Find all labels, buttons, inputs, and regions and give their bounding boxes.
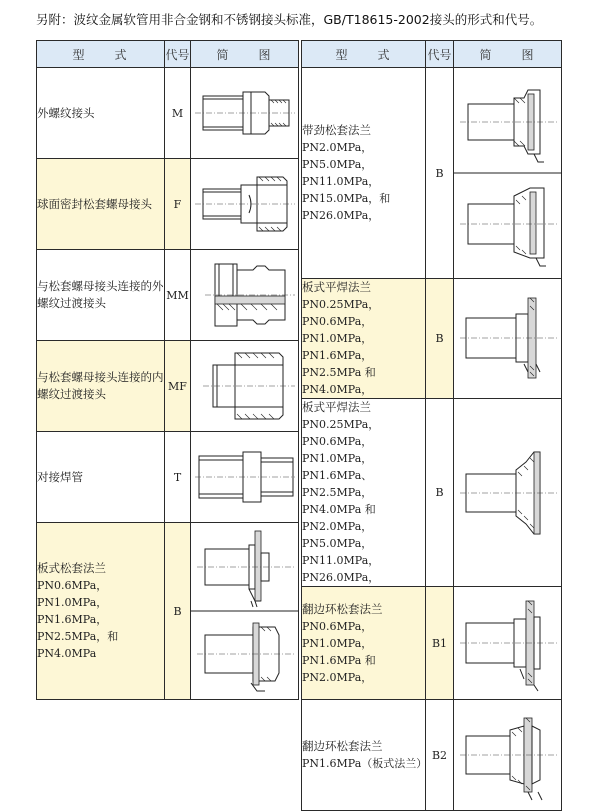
table-row [37, 68, 299, 159]
neck-loose-flange-drawing [454, 68, 562, 279]
joint-code: MF [165, 341, 191, 432]
joint-code: B1 [426, 587, 454, 700]
joint-type-name [302, 68, 426, 279]
joint-type-name: 对接焊管 [37, 432, 165, 523]
joint-code: MM [165, 250, 191, 341]
table-row [37, 250, 299, 341]
lap-joint-flange-drawing [454, 587, 562, 700]
joint-type-name: 外螺纹接头 [37, 68, 165, 159]
joint-type-name: 与松套螺母接头连接的外螺纹过渡接头 [37, 250, 165, 341]
joint-code: B [426, 68, 454, 279]
spherical-seal-nut-joint-drawing [191, 159, 299, 250]
table-row [302, 587, 562, 700]
table-row [37, 523, 299, 700]
col-header-code: 代号 [426, 41, 454, 68]
joint-type-title: 板式平焊法兰 [302, 400, 371, 414]
pressure-ratings: PN0.25MPa，PN0.6MPa，PN1.0MPa，PN1.6MPa、PN2.5MPa，PN4.0MPa 和 PN2.0MPa，PN5.0MPa，PN11.0MPa，PN26.0MPa， [302, 418, 380, 584]
joint-table-right [301, 40, 562, 811]
joint-table-left [36, 40, 299, 700]
neck-weld-flange-drawing [454, 399, 562, 587]
joint-code: B [426, 399, 454, 587]
joint-type-name [302, 587, 426, 700]
joint-code: B [165, 523, 191, 700]
table-row [37, 159, 299, 250]
col-header-type: 型 式 [302, 41, 426, 68]
table-row [37, 432, 299, 523]
joint-type-name [302, 279, 426, 399]
table-row [302, 279, 562, 399]
male-adapter-drawing [191, 250, 299, 341]
pressure-ratings: PN0.25MPa，PN0.6MPa，PN1.0MPa，PN1.6MPa，PN2.5MPa 和 PN4.0MPa， [302, 298, 380, 396]
pressure-ratings: PN1.6MPa（板式法兰） [302, 757, 428, 770]
joint-type-title: 板式松套法兰 [37, 561, 106, 575]
joint-type-title: 带劲松套法兰 [302, 123, 371, 137]
col-header-diagram: 简 图 [454, 41, 562, 68]
page-heading: 另附：波纹金属软管用非合金钢和不锈钢接头标准，GB/T18615-2002接头的形式和代号。 [36, 12, 543, 27]
table-row [302, 68, 562, 279]
col-header-code: 代号 [165, 41, 191, 68]
table-row [37, 341, 299, 432]
joint-type-name [302, 700, 426, 811]
plate-loose-flange-drawing [191, 523, 299, 700]
joint-type-name [302, 399, 426, 587]
table-row [302, 399, 562, 587]
joint-code: B2 [426, 700, 454, 811]
butt-weld-pipe-drawing [191, 432, 299, 523]
plate-slip-on-flange-drawing [454, 279, 562, 399]
joint-type-name: 与松套螺母接头连接的内螺纹过渡接头 [37, 341, 165, 432]
joint-code: B [426, 279, 454, 399]
joint-type-title: 翻边环松套法兰 [302, 739, 383, 753]
pressure-ratings: PN2.0MPa，PN5.0MPa，PN11.0MPa，PN15.0MPa，和 PN26.0MPa， [302, 141, 391, 222]
joint-code: M [165, 68, 191, 159]
pressure-ratings: PN0.6MPa，PN1.0MPa，PN1.6MPa，PN2.5MPa，和 PN4.0MPa [37, 579, 119, 660]
male-thread-joint-drawing [191, 68, 299, 159]
joint-type-name [37, 523, 165, 700]
joint-code: F [165, 159, 191, 250]
joint-code: T [165, 432, 191, 523]
female-adapter-drawing [191, 341, 299, 432]
col-header-diagram: 简 图 [191, 41, 299, 68]
header-row [302, 41, 562, 68]
joint-type-title: 翻边环松套法兰 [302, 601, 383, 616]
table-row [302, 700, 562, 811]
joint-type-name: 球面密封松套螺母接头 [37, 159, 165, 250]
joint-type-title: 板式平焊法兰 [302, 280, 371, 294]
col-header-type: 型 式 [37, 41, 165, 68]
header-row [37, 41, 299, 68]
lap-joint-plate-flange-drawing [454, 700, 562, 811]
pressure-ratings: PN0.6MPa，PN1.0MPa，PN1.6MPa 和 PN2.0MPa， [302, 619, 376, 684]
